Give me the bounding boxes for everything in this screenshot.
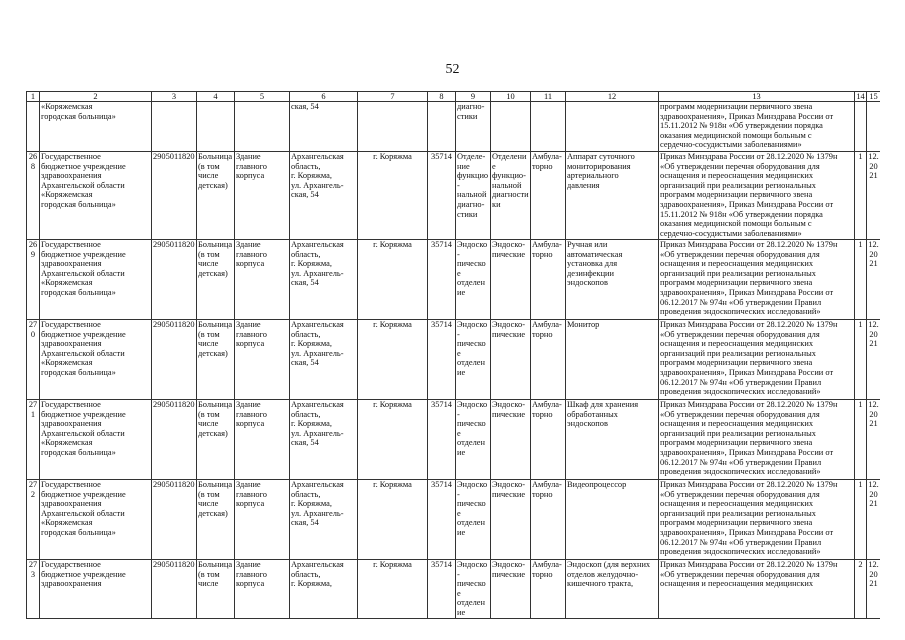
cell-building: Здание главного корпуса <box>235 480 290 560</box>
cell-basis: Приказ Минздрава России от 28.12.2020 № 1379н «Об утверждении перечня оборудования для оснащения и переоснащения медицинских организаций при реализации региональных программ модернизации первичного звена здравоохранения», Приказ Минздрава России от 06.12.2017 № 974н «Об утверждении Правил проведения эндоскопических исследований» <box>659 240 855 320</box>
cell-equipment: Аппарат суточного мониторирования артериального давления <box>566 152 659 240</box>
cell-equipment: Видеопроцессор <box>566 480 659 560</box>
cell-care-form: Амбула- торно <box>531 560 566 619</box>
cell-building: Здание главного корпуса <box>235 400 290 480</box>
page-number: 52 <box>445 62 460 77</box>
cell-department: Отделе- ние функцио- нальной диагно- стики <box>456 152 491 240</box>
cell-empty <box>358 102 428 152</box>
cell-basis: программ модернизации первичного звена здравоохранения», Приказ Минздрава России от 15.11.2012 № 918н «Об утверждении порядка оказания медицинской помощи больным с сердечно-сосудистыми заболеваниями» <box>659 102 855 152</box>
cell-address: Архангельская область, г. Коряжма, ул. Архангель- ская, 54 <box>290 480 358 560</box>
cell-date: 12.2021 <box>867 320 881 400</box>
column-header: 12 <box>566 92 659 102</box>
cell-basis: Приказ Минздрава России от 28.12.2020 № 1379н «Об утверждении перечня оборудования для оснащения и переоснащения медицинских организаций при реализации региональных программ модернизации первичного звена здравоохранения», Приказ Минздрава России от 15.11.2012 № 918н «Об утверждении порядка оказания медицинской помощи больным с сердечно-сосудистыми заболеваниями» <box>659 152 855 240</box>
cell-organization: «Коряжемская городская больница» <box>40 102 152 152</box>
cell-row-number: 271 <box>27 400 40 480</box>
cell-basis: Приказ Минздрава России от 28.12.2020 № 1379н «Об утверждении перечня оборудования для оснащения и переоснащения медицинских <box>659 560 855 619</box>
cell-care-form: Амбула- торно <box>531 400 566 480</box>
cell-building: Здание главного корпуса <box>235 152 290 240</box>
cell-care-form: Амбула- торно <box>531 240 566 320</box>
cell-unit: Эндоско- пические <box>491 400 531 480</box>
cell-equipment: Эндоскоп (для верхних отделов желудочно- кишечного тракта, <box>566 560 659 619</box>
cell-quantity: 1 <box>855 240 867 320</box>
cell-facility-type: Больница (в том числе детская) <box>197 400 235 480</box>
cell-address: Архангельская область, г. Коряжма, ул. Архангель- ская, 54 <box>290 400 358 480</box>
continuation-row <box>27 102 881 152</box>
cell-organization: Государственное бюджетное учреждение здравоохранения Архангельской области «Коряжемская городская больница» <box>40 320 152 400</box>
cell-city: г. Коряжма <box>358 480 428 560</box>
column-header: 6 <box>290 92 358 102</box>
column-header: 15 <box>867 92 881 102</box>
cell-row-number: 270 <box>27 320 40 400</box>
table-row <box>27 480 881 560</box>
cell-quantity: 1 <box>855 152 867 240</box>
cell-city: г. Коряжма <box>358 320 428 400</box>
cell-organization: Государственное бюджетное учреждение здравоохранения <box>40 560 152 619</box>
cell-care-form: Амбула- торно <box>531 320 566 400</box>
table-row <box>27 400 881 480</box>
cell-facility-type: Больница (в том числе детская) <box>197 240 235 320</box>
cell-row-number: 269 <box>27 240 40 320</box>
cell-empty <box>566 102 659 152</box>
column-header: 7 <box>358 92 428 102</box>
cell-date: 12.2021 <box>867 400 881 480</box>
cell-code: 2905011820 <box>152 240 197 320</box>
cell-facility-type: Больница (в том числе детская) <box>197 320 235 400</box>
column-header: 4 <box>197 92 235 102</box>
cell-basis: Приказ Минздрава России от 28.12.2020 № 1379н «Об утверждении перечня оборудования для оснащения и переоснащения медицинских организаций при реализации региональных программ модернизации первичного звена здравоохранения», Приказ Минздрава России от 06.12.2017 № 974н «Об утверждении Правил проведения эндоскопических исследований» <box>659 400 855 480</box>
cell-unit: Эндоско- пические <box>491 320 531 400</box>
cell-empty <box>235 102 290 152</box>
cell-empty <box>867 102 881 152</box>
cell-care-form: Амбула- торно <box>531 480 566 560</box>
cell-department: Эндоско- пическое отделение <box>456 400 491 480</box>
cell-organization: Государственное бюджетное учреждение здравоохранения Архангельской области «Коряжемская городская больница» <box>40 152 152 240</box>
cell-address: Архангельская область, г. Коряжма, <box>290 560 358 619</box>
cell-date: 12.2021 <box>867 480 881 560</box>
equipment-registry-table <box>26 91 880 619</box>
cell-department: Эндоско- пическое отделение <box>456 560 491 619</box>
cell-address: Архангельская область, г. Коряжма, ул. Архангель- ская, 54 <box>290 152 358 240</box>
cell-organization: Государственное бюджетное учреждение здравоохранения Архангельской области «Коряжемская городская больница» <box>40 480 152 560</box>
cell-building: Здание главного корпуса <box>235 560 290 619</box>
cell-date: 12.2021 <box>867 240 881 320</box>
cell-code: 2905011820 <box>152 152 197 240</box>
cell-facility-type: Больница (в том числе детская) <box>197 152 235 240</box>
cell-basis: Приказ Минздрава России от 28.12.2020 № 1379н «Об утверждении перечня оборудования для оснащения и переоснащения медицинских организаций при реализации региональных программ модернизации первичного звена здравоохранения», Приказ Минздрава России от 06.12.2017 № 974н «Об утверждении Правил проведения эндоскопических исследований» <box>659 320 855 400</box>
cell-equipment: Шкаф для хранения обработанных эндоскопов <box>566 400 659 480</box>
column-header: 14 <box>856 92 865 101</box>
cell-unit: Эндоско- пические <box>491 480 531 560</box>
cell-date: 12.2021 <box>867 560 881 619</box>
cell-address: ская, 54 <box>290 102 358 152</box>
cell-code: 2905011820 <box>152 480 197 560</box>
cell-postal-code: 35714 <box>428 320 456 400</box>
cell-quantity: 1 <box>855 400 867 480</box>
cell-quantity: 2 <box>855 560 867 619</box>
cell-address: Архангельская область, г. Коряжма, ул. Архангель- ская, 54 <box>290 240 358 320</box>
column-number-row <box>27 92 881 102</box>
column-header: 11 <box>531 92 566 102</box>
cell-facility-type: Больница (в том числе <box>197 560 235 619</box>
column-header: 2 <box>40 92 152 102</box>
column-header: 3 <box>152 92 197 102</box>
cell-organization: Государственное бюджетное учреждение здравоохранения Архангельской области «Коряжемская городская больница» <box>40 240 152 320</box>
column-header: 13 <box>659 92 855 102</box>
cell-equipment: Монитор <box>566 320 659 400</box>
cell-building: Здание главного корпуса <box>235 240 290 320</box>
cell-postal-code: 35714 <box>428 152 456 240</box>
cell-empty <box>152 102 197 152</box>
cell-equipment: Ручная или автоматическая установка для дезинфекции эндоскопов <box>566 240 659 320</box>
cell-quantity: 1 <box>855 320 867 400</box>
column-header: 10 <box>491 92 531 102</box>
cell-empty <box>491 102 531 152</box>
cell-unit: Эндоско- пические <box>491 240 531 320</box>
table-row <box>27 560 881 619</box>
cell-code: 2905011820 <box>152 560 197 619</box>
cell-department: Эндоско- пическое отделение <box>456 240 491 320</box>
table-row <box>27 320 881 400</box>
cell-city: г. Коряжма <box>358 400 428 480</box>
cell-row-number: 268 <box>27 152 40 240</box>
table-row <box>27 152 881 240</box>
registry-table-container <box>26 91 880 640</box>
cell-unit: Отделение функцио- нальной диагностики <box>491 152 531 240</box>
cell-department: Эндоско- пическое отделение <box>456 320 491 400</box>
cell-quantity: 1 <box>855 480 867 560</box>
cell-empty <box>428 102 456 152</box>
cell-city: г. Коряжма <box>358 560 428 619</box>
cell-building: Здание главного корпуса <box>235 320 290 400</box>
column-header: 9 <box>456 92 491 102</box>
cell-city: г. Коряжма <box>358 152 428 240</box>
cell-postal-code: 35714 <box>428 560 456 619</box>
cell-address: Архангельская область, г. Коряжма, ул. Архангель- ская, 54 <box>290 320 358 400</box>
cell-date: 12.2021 <box>867 152 881 240</box>
cell-basis: Приказ Минздрава России от 28.12.2020 № 1379н «Об утверждении перечня оборудования для оснащения и переоснащения медицинских организаций при реализации региональных программ модернизации первичного звена здравоохранения», Приказ Минздрава России от 06.12.2017 № 974н «Об утверждении Правил проведения эндоскопических исследований» <box>659 480 855 560</box>
cell-empty <box>855 102 867 152</box>
cell-city: г. Коряжма <box>358 240 428 320</box>
column-header: 8 <box>428 92 456 102</box>
table-row <box>27 240 881 320</box>
cell-postal-code: 35714 <box>428 480 456 560</box>
cell-care-form: Амбула- торно <box>531 152 566 240</box>
cell-code: 2905011820 <box>152 400 197 480</box>
cell-department: диагно- стики <box>456 102 491 152</box>
cell-postal-code: 35714 <box>428 240 456 320</box>
cell-organization: Государственное бюджетное учреждение здравоохранения Архангельской области «Коряжемская городская больница» <box>40 400 152 480</box>
cell-row-number: 273 <box>27 560 40 619</box>
cell-empty <box>197 102 235 152</box>
cell-facility-type: Больница (в том числе детская) <box>197 480 235 560</box>
cell-unit: Эндоско- пические <box>491 560 531 619</box>
column-header: 5 <box>235 92 290 102</box>
cell-empty <box>27 102 40 152</box>
cell-row-number: 272 <box>27 480 40 560</box>
cell-empty <box>531 102 566 152</box>
cell-postal-code: 35714 <box>428 400 456 480</box>
cell-department: Эндоско- пическое отделение <box>456 480 491 560</box>
cell-code: 2905011820 <box>152 320 197 400</box>
column-header: 1 <box>27 92 40 102</box>
